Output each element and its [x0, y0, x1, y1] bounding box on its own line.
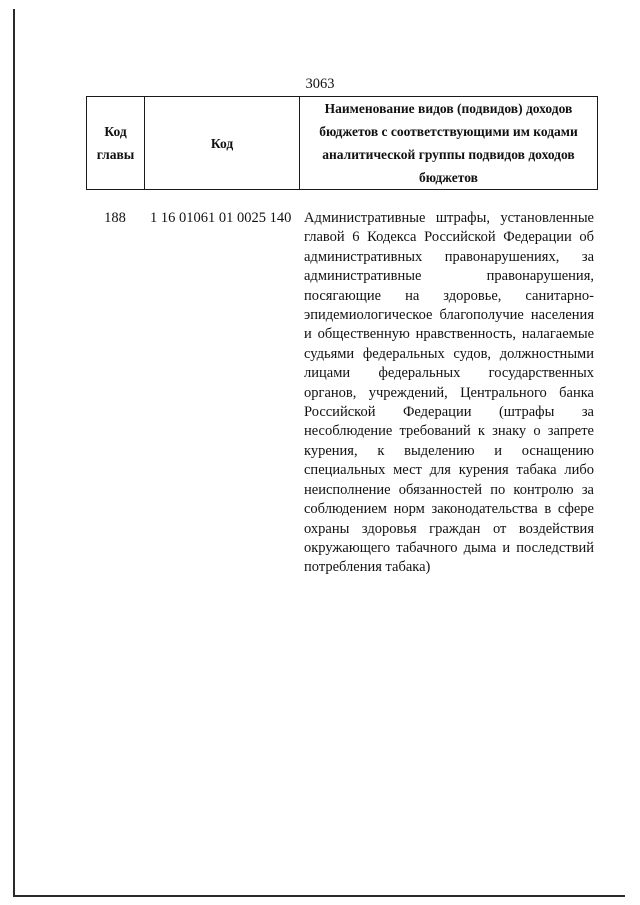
row-chapter-code: 188	[104, 210, 126, 226]
row-name: Административные штрафы, установленные главой 6 Кодекса Российской Федерации об административных правонарушениях, за административные правонарушения, посягающие на здоровье, санитарно-эпидемиологическое благополучие населения и общественную нравственность, налагаемые судьями федеральных судов, должностными лицами федеральных государственных органов, учреждений, Центрального банка Российской Федерации (штрафы за несоблюдение требований к знаку о запрете курения, к выделению и оснащению специальных мест для курения табака либо неисполнение обязанностей по контролю за соблюдением норм законодательства в сфере охраны здоровья граждан от воздействия окружающего табачного дыма и последствий потребления табака)	[304, 210, 594, 576]
row-code: 1 16 01061 01 0025 140	[150, 210, 292, 226]
table-header	[86, 96, 598, 190]
header-row	[87, 97, 598, 190]
header-name: Наименование видов (подвидов) доходов бюджетов с соответствующими им кодами аналитической группы подвидов доходов бюджетов	[300, 97, 598, 190]
header-chapter-code: Код главы	[87, 97, 145, 190]
header-code: Код	[145, 97, 300, 190]
page-number: 3063	[305, 76, 335, 92]
